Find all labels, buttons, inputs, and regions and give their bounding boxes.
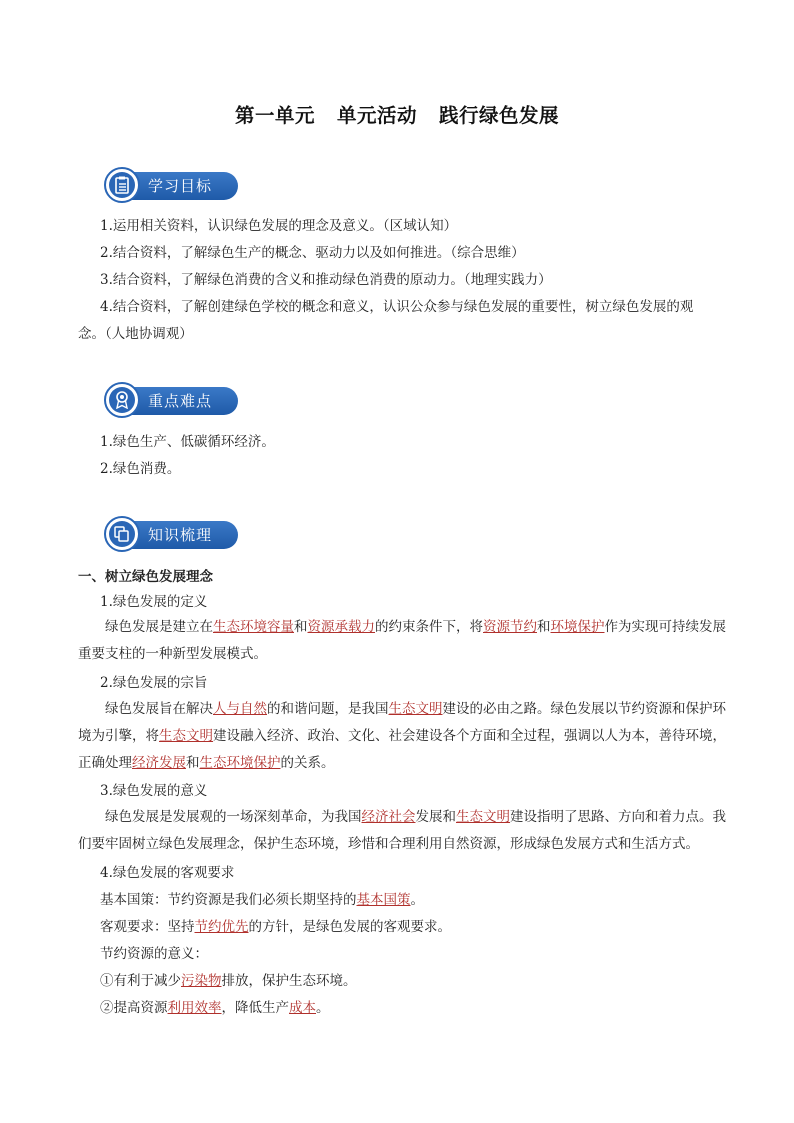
keyword: 资源节约 [483,619,537,635]
subheading: 1.绿色发展的定义 [100,594,208,610]
subheading: 4.绿色发展的客观要求 [100,865,235,881]
keyword: 基本国策 [356,892,411,908]
section-badge-goals [104,167,234,205]
goal-item: 3.结合资料，了解绿色消费的含义和推动绿色消费的原动力。（地理实践力） [100,272,552,288]
paragraph-purpose: 绿色发展旨在解决人与自然的和谐问题，是我国生态文明建设的必由之路。绿色发展以节约资源和保护环境为引擎，将生态文明建设融入经济、政治、文化、社会建设各个方面和全过程，强调以人为本，善待环境，正确处理经济发展和生态环境保护的关系。 [78,701,726,771]
goal-item: 4.结合资料，了解创建绿色学校的概念和意义，认识公众参与绿色发展的重要性，树立绿色发展的观 [100,299,694,315]
section-badge-knowledge [104,516,234,554]
requirement-line: 客观要求：坚持节约优先的方针，是绿色发展的客观要求。 [100,919,451,935]
goal-item: 1.运用相关资料，认识绿色发展的理念及意义。（区域认知） [100,218,458,234]
key-item: 1.绿色生产、低碳循环经济。 [100,434,275,450]
meaning-item: ①有利于减少污染物排放，保护生态环境。 [100,973,357,989]
title-part: 践行绿色发展 [439,104,560,127]
keyword: 环境保护 [550,619,605,635]
goal-item-cont: 念。（人地协调观） [78,326,193,342]
subheading: 2.绿色发展的宗旨 [100,675,208,691]
keyword: 生态环境容量 [213,619,294,635]
section-label: 学习目标 [148,177,213,195]
meaning-heading: 节约资源的意义： [100,946,208,962]
section-label: 重点难点 [148,392,213,410]
keyword: 生态环境保护 [199,755,281,771]
clipboard-icon [109,172,135,198]
key-item: 2.绿色消费。 [100,461,181,477]
keyword: 节约优先 [194,919,249,935]
keyword: 人与自然 [213,701,267,717]
award-ribbon-icon [109,387,135,413]
policy-line: 基本国策：节约资源是我们必须长期坚持的基本国策。 [100,892,424,908]
keyword: 资源承载力 [307,619,375,635]
paragraph-definition: 绿色发展是建立在生态环境容量和资源承载力的约束条件下，将资源节约和环境保护作为实现可持续发展重要支柱的一种新型发展模式。 [78,619,726,662]
paragraph-significance: 绿色发展是发展观的一场深刻革命，为我国经济社会发展和生态文明建设指明了思路、方向和着力点。我们要牢固树立绿色发展理念，保护生态环境，珍惜和合理利用自然资源，形成绿色发展方式和生活方式。 [78,809,726,852]
documents-icon [109,521,135,547]
keyword: 经济社会 [361,809,416,825]
page-title [0,100,794,128]
section-label: 知识梳理 [148,526,213,544]
keyword: 生态文明 [388,701,443,717]
subheading: 3.绿色发展的意义 [100,783,208,799]
meaning-item: ②提高资源利用效率，降低生产成本。 [100,1000,330,1016]
title-part: 单元活动 [336,104,417,127]
section-badge-key [104,382,234,420]
keyword: 生态文明 [456,809,510,825]
keyword: 生态文明 [159,728,213,744]
heading-1: 一、树立绿色发展理念 [78,569,213,585]
keyword: 成本 [289,1000,316,1016]
keyword: 污染物 [181,973,222,989]
keyword: 经济发展 [132,755,186,771]
keyword: 利用效率 [167,1000,222,1016]
title-part: 第一单元 [234,104,315,127]
goal-item: 2.结合资料，了解绿色生产的概念、驱动力以及如何推进。（综合思维） [100,245,525,261]
